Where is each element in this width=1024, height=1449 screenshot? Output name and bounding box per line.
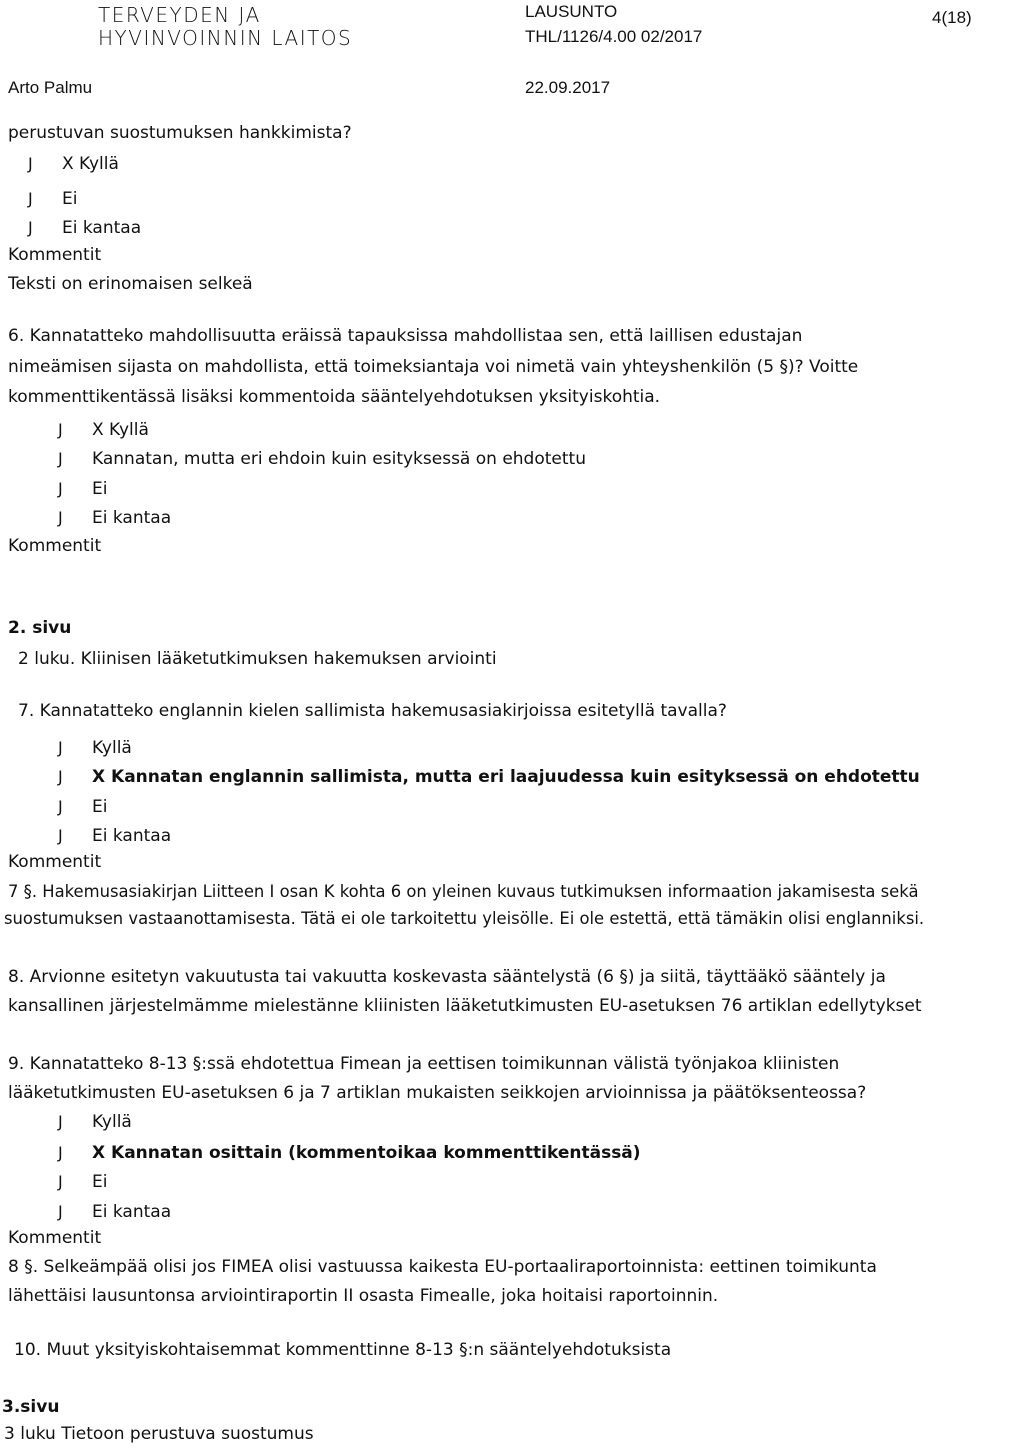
option-no bbox=[58, 1167, 107, 1197]
question-6-line2: nimeämisen sijasta on mahdollista, että toimeksiantaja voi nimetä vain yhteyshenkilön (5 §)? Voitte bbox=[8, 357, 859, 377]
option-label: Ei kantaa bbox=[92, 1202, 172, 1222]
question-6-line3: kommenttikentässä lisäksi kommentoida sääntelyehdotuksen yksityiskohtia. bbox=[8, 387, 661, 407]
checkbox-icon: J bbox=[28, 154, 33, 173]
option-no-opinion bbox=[28, 213, 141, 243]
checkbox-icon: J bbox=[58, 1112, 63, 1131]
option-label: X Kyllä bbox=[62, 154, 119, 174]
question-9-line2: lääketutkimusten EU-asetuksen 6 ja 7 artiklan mukaisten seikkojen arvioinnissa ja päätöksenteossa? bbox=[8, 1083, 867, 1103]
checkbox-icon: J bbox=[58, 767, 63, 786]
checkbox-icon: J bbox=[58, 797, 63, 816]
comment-line1: 7 §. Hakemusasiakirjan Liitteen I osan K kohta 6 on yleinen kuvaus tutkimuksen informaation jakamisesta sekä bbox=[8, 882, 919, 901]
comment-label: Kommentit bbox=[8, 536, 102, 556]
question-7: 7. Kannatatteko englannin kielen sallimista hakemusasiakirjoissa esitetyllä tavalla? bbox=[18, 701, 727, 721]
comment-line2: lähettäisi lausuntonsa arviointiraportin II osasta Fimealle, joka hoitaisi raportoinnin. bbox=[8, 1286, 719, 1306]
option-yes bbox=[58, 733, 132, 763]
option-no-opinion bbox=[58, 821, 171, 851]
chapter-heading: 3 luku Tietoon perustuva suostumus bbox=[4, 1424, 314, 1444]
question-10: 10. Muut yksityiskohtaisemmat kommenttinne 8-13 §:n sääntelyehdotuksista bbox=[14, 1340, 672, 1360]
option-label: X Kannatan englannin sallimista, mutta eri laajuudessa kuin esityksessä on ehdotettu bbox=[92, 767, 920, 787]
checkbox-icon: J bbox=[58, 1172, 63, 1191]
comment-text: Teksti on erinomaisen selkeä bbox=[8, 274, 253, 294]
checkbox-icon: J bbox=[28, 218, 33, 237]
option-label: Ei bbox=[92, 797, 108, 817]
checkbox-icon: J bbox=[28, 189, 33, 208]
checkbox-icon: J bbox=[58, 508, 63, 527]
option-label: X Kyllä bbox=[92, 420, 149, 440]
author-name: Arto Palmu bbox=[8, 78, 93, 97]
page-label: 3.sivu bbox=[2, 1397, 60, 1417]
checkbox-icon: J bbox=[58, 479, 63, 498]
question-9-line1: 9. Kannatatteko 8-13 §:ssä ehdotettua Fimean ja eettisen toimikunnan välistä työnjakoa kliinisten bbox=[8, 1054, 840, 1074]
page-number: 4(18) bbox=[932, 8, 972, 27]
checkbox-icon: J bbox=[58, 449, 63, 468]
option-partial bbox=[58, 762, 920, 792]
question-6-line1: 6. Kannatatteko mahdollisuutta eräissä tapauksissa mahdollistaa sen, että laillisen edustajan bbox=[8, 326, 803, 346]
checkbox-icon: J bbox=[58, 738, 63, 757]
option-label: Ei kantaa bbox=[92, 826, 172, 846]
comment-label: Kommentit bbox=[8, 245, 102, 265]
option-no bbox=[58, 474, 107, 504]
option-label: Ei bbox=[92, 479, 108, 499]
option-label: Kannatan, mutta eri ehdoin kuin esityksessä on ehdotettu bbox=[92, 449, 586, 469]
option-label: Ei kantaa bbox=[92, 508, 172, 528]
option-no bbox=[28, 184, 77, 214]
option-yes bbox=[28, 149, 119, 179]
option-label: X Kannatan osittain (kommentoikaa kommenttikentässä) bbox=[92, 1143, 641, 1163]
page-label: 2. sivu bbox=[8, 618, 72, 638]
comment-label: Kommentit bbox=[8, 1228, 102, 1248]
doc-type: LAUSUNTO bbox=[525, 2, 618, 21]
option-conditional bbox=[58, 444, 586, 474]
comment-label: Kommentit bbox=[8, 852, 102, 872]
checkbox-icon: J bbox=[58, 420, 63, 439]
option-label: Kyllä bbox=[92, 738, 132, 758]
checkbox-icon: J bbox=[58, 1143, 63, 1162]
document-date: 22.09.2017 bbox=[525, 78, 611, 97]
option-yes bbox=[58, 415, 149, 445]
question-8-line1: 8. Arvionne esitetyn vakuutusta tai vakuutta koskevasta sääntelystä (6 §) ja siitä, täyttääkö sääntely ja bbox=[8, 967, 886, 987]
option-no-opinion bbox=[58, 1197, 171, 1227]
doc-id: THL/1126/4.00 02/2017 bbox=[525, 27, 703, 46]
question-8-line2: kansallinen järjestelmämme mielestänne kliinisten lääketutkimusten EU-asetuksen 76 artiklan edellytykset bbox=[8, 996, 922, 1016]
option-label: Ei bbox=[92, 1172, 108, 1192]
option-partial bbox=[58, 1138, 641, 1168]
option-label: Ei kantaa bbox=[62, 218, 142, 238]
comment-line2: suostumuksen vastaanottamisesta. Tätä ei ole tarkoitettu yleisölle. Ei ole estettä, että tämäkin olisi englanniksi. bbox=[4, 909, 925, 928]
comment-line1: 8 §. Selkeämpää olisi jos FIMEA olisi vastuussa kaikesta EU-portaaliraportoinnista: eettinen toimikunta bbox=[8, 1257, 877, 1277]
checkbox-icon: J bbox=[58, 826, 63, 845]
question-5-end: perustuvan suostumuksen hankkimista? bbox=[8, 123, 352, 143]
option-no-opinion bbox=[58, 503, 171, 533]
option-no bbox=[58, 792, 107, 822]
org-name-line2: HYVINVOINNIN LAITOS bbox=[98, 26, 353, 50]
option-yes bbox=[58, 1107, 132, 1137]
option-label: Kyllä bbox=[92, 1112, 132, 1132]
chapter-heading: 2 luku. Kliinisen lääketutkimuksen hakemuksen arviointi bbox=[18, 649, 497, 669]
org-name-line1: TERVEYDEN JA bbox=[98, 3, 261, 27]
checkbox-icon: J bbox=[58, 1202, 63, 1221]
option-label: Ei bbox=[62, 189, 78, 209]
